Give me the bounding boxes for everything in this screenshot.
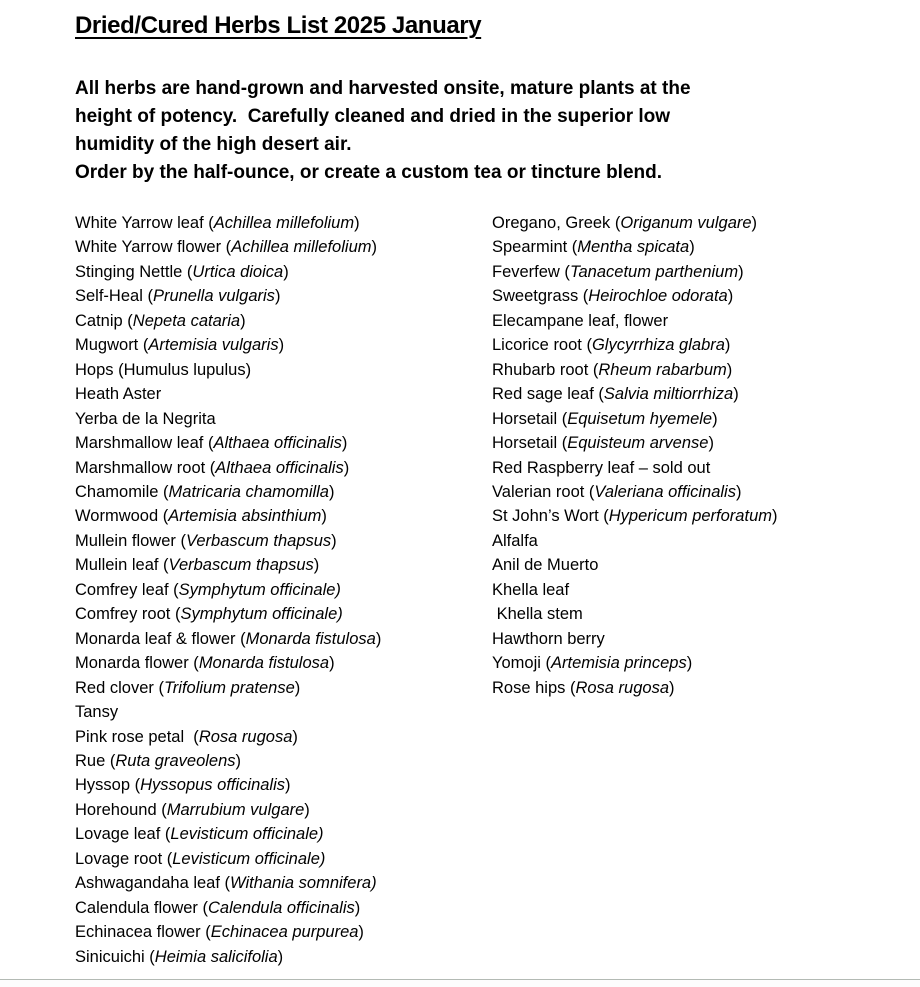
herb-latin-name: Equisteum arvense [567, 434, 709, 453]
herb-latin-name: Althaea officinalis [215, 458, 344, 477]
herb-name: Sinicuichi ( [75, 947, 155, 966]
herb-item [492, 529, 920, 553]
herb-item [75, 480, 492, 504]
herb-item [75, 578, 492, 602]
herb-name: Comfrey leaf ( [75, 580, 179, 599]
herb-latin-name: Heirochloe odorata [588, 287, 728, 306]
herb-name-suffix: ) [329, 654, 335, 673]
herb-latin-name: Heimia salicifolia [154, 947, 278, 966]
herb-name: Catnip ( [75, 311, 133, 330]
herb-latin-name: Trifolium pratense [163, 678, 295, 697]
herb-latin-name: Monarda fistulosa [245, 629, 376, 648]
herb-name: Red Raspberry leaf – sold out [492, 458, 711, 477]
herb-item [75, 896, 492, 920]
herb-name-suffix: ) [751, 214, 758, 232]
herb-list [75, 211, 920, 969]
herb-item [492, 504, 920, 528]
herb-item [492, 260, 920, 284]
herb-item [492, 407, 920, 431]
herb-name-suffix: ) [724, 336, 731, 355]
herb-latin-name: Glycyrrhiza glabra [591, 336, 725, 355]
herb-latin-name: Verbascum thapsus [168, 556, 314, 575]
herb-name-suffix: ) [727, 287, 734, 306]
herb-item [75, 847, 492, 871]
herb-name-suffix: ) [341, 434, 348, 453]
herb-name-suffix: ) [294, 678, 301, 697]
herb-name: Valerian root ( [492, 482, 595, 501]
herb-item [492, 382, 920, 406]
herb-latin-name: Artemisia vulgaris [148, 336, 279, 355]
herb-item [492, 284, 920, 308]
herb-name: Rue ( [75, 751, 116, 770]
herb-latin-name: Tanacetum parthenium [569, 262, 739, 281]
herb-name: Calendula flower ( [75, 898, 208, 917]
herb-name: Hops (Humulus lupulus) [75, 360, 252, 379]
herb-name: Mullein leaf ( [75, 556, 169, 575]
herb-name-suffix: ) [712, 409, 718, 428]
herb-latin-name: Rosa rugosa [575, 678, 670, 697]
herb-name: Marshmallow leaf ( [75, 434, 214, 453]
herb-latin-name: Marrubium vulgare [166, 800, 305, 819]
herb-item [75, 358, 492, 382]
herb-item [75, 456, 492, 480]
herb-name: Oregano, Greek ( [492, 214, 621, 232]
herb-item [75, 798, 492, 822]
herb-name: Horsetail ( [492, 409, 568, 428]
herb-name: Ashwagandaha leaf ( [75, 874, 231, 893]
intro-line: height of potency. Carefully cleaned and dried in the superior low [75, 106, 671, 127]
herb-latin-name: Levisticum officinale) [170, 825, 324, 844]
herb-item [492, 480, 920, 504]
herb-item [75, 920, 492, 944]
herb-latin-name: Urtica dioica [192, 262, 284, 281]
herb-name: Sweetgrass ( [492, 287, 589, 306]
herb-latin-name: Salvia miltiorrhiza [603, 385, 734, 404]
herb-name-suffix: ) [354, 898, 361, 917]
herb-name: Monarda flower ( [75, 654, 199, 673]
herb-item [492, 309, 920, 333]
herb-list-right-column [492, 211, 920, 700]
herb-latin-name: Verbascum thapsus [185, 531, 332, 550]
herb-name-suffix: ) [689, 238, 695, 257]
herb-name: Hyssop ( [75, 776, 141, 795]
herb-name: Red sage leaf ( [492, 385, 604, 404]
herb-item [492, 358, 920, 382]
herb-name: Monarda leaf & flower ( [75, 629, 246, 648]
herb-name: St John’s Wort ( [492, 507, 609, 526]
herb-latin-name: Levisticum officinale) [172, 849, 326, 868]
herb-item [492, 602, 920, 626]
herb-item [75, 822, 492, 846]
herb-latin-name: Artemisia princeps [551, 654, 687, 673]
herb-latin-name: Hypericum perforatum [608, 507, 772, 526]
herb-item [492, 676, 920, 700]
herb-name: Alfalfa [492, 531, 538, 550]
herb-latin-name: Mentha spicata [577, 238, 690, 257]
herb-name-suffix: ) [277, 947, 284, 966]
herb-name: Echinacea flower ( [75, 923, 211, 942]
herb-name-suffix: ) [235, 751, 242, 770]
herb-name: Horsetail ( [492, 434, 568, 453]
herb-name: Hawthorn berry [492, 629, 605, 648]
herb-name-suffix: ) [772, 507, 778, 526]
herb-name-suffix: ) [669, 678, 675, 697]
herb-name: Elecampane leaf, flower [492, 311, 669, 330]
herb-name: Heath Aster [75, 385, 162, 404]
herb-latin-name: Valeriana officinalis [594, 482, 736, 501]
herb-name: Rose hips ( [492, 678, 576, 697]
herb-name: Khella stem [492, 605, 583, 624]
herb-name-suffix: ) [686, 654, 693, 673]
herb-latin-name: Rheum rabarbum [598, 360, 727, 379]
herb-name: White Yarrow flower ( [75, 238, 232, 257]
herb-latin-name: Althaea officinalis [213, 434, 342, 453]
herb-name: Lovage root ( [75, 849, 173, 868]
herb-name-suffix: ) [371, 238, 377, 257]
herb-name-suffix: ) [304, 800, 310, 819]
herb-item [75, 773, 492, 797]
herb-item [75, 553, 492, 577]
herb-item [492, 333, 920, 357]
herb-name: Stinging Nettle ( [75, 262, 193, 281]
herb-item [492, 627, 920, 651]
herb-item [492, 578, 920, 602]
herb-latin-name: Rosa rugosa [198, 727, 293, 746]
herb-name-suffix: ) [358, 923, 364, 942]
herb-latin-name: Matricaria chamomilla [168, 482, 329, 501]
herb-item [75, 382, 492, 406]
herb-item [492, 211, 920, 235]
herb-item [75, 504, 492, 528]
herb-name: Chamomile ( [75, 482, 169, 501]
herb-item [492, 235, 920, 259]
herb-item [75, 260, 492, 284]
herb-latin-name: Symphytum officinale) [178, 580, 341, 599]
herb-item [75, 945, 492, 969]
herb-latin-name: Ruta graveolens [115, 751, 236, 770]
herb-latin-name: Achillea millefolium [213, 214, 355, 232]
herb-item [75, 725, 492, 749]
herb-list-left-column [75, 211, 492, 969]
herb-item [75, 529, 492, 553]
herb-name: Comfrey root ( [75, 605, 181, 624]
herb-latin-name: Nepeta cataria [132, 311, 241, 330]
herb-name: Self-Heal ( [75, 287, 153, 306]
herb-item [75, 749, 492, 773]
intro-paragraph [75, 75, 920, 187]
herb-item [75, 700, 492, 724]
herb-name: Mugwort ( [75, 336, 149, 355]
intro-line: All herbs are hand-grown and harvested onsite, mature plants at the [75, 78, 691, 99]
herb-latin-name: Origanum vulgare [620, 214, 752, 232]
herb-item [75, 651, 492, 675]
herb-latin-name: Equisetum hyemele [567, 409, 713, 428]
herb-name-suffix: ) [292, 727, 298, 746]
herb-latin-name: Prunella vulgaris [152, 287, 275, 306]
herb-name-suffix: ) [735, 482, 742, 501]
herb-item [75, 333, 492, 357]
herb-name-suffix: ) [285, 776, 291, 795]
herb-name: Anil de Muerto [492, 556, 599, 575]
herb-name: Feverfew ( [492, 262, 570, 281]
herb-name: Wormwood ( [75, 507, 169, 526]
herb-latin-name: Monarda fistulosa [198, 654, 330, 673]
herb-item [75, 871, 492, 895]
herb-name: Marshmallow root ( [75, 458, 216, 477]
herb-name: Yerba de la Negrita [75, 409, 216, 428]
herb-name: Spearmint ( [492, 238, 578, 257]
herb-name: Khella leaf [492, 580, 570, 599]
herb-name-suffix: ) [733, 385, 739, 404]
herb-item [75, 676, 492, 700]
herb-name-suffix: ) [283, 262, 289, 281]
herb-name: Red clover ( [75, 678, 164, 697]
herb-latin-name: Withania somnifera) [230, 874, 377, 893]
intro-line: humidity of the high desert air. [75, 134, 352, 155]
herb-latin-name: Echinacea purpurea [210, 923, 359, 942]
herb-name-suffix: ) [738, 262, 744, 281]
herb-name: Horehound ( [75, 800, 167, 819]
herb-item [75, 431, 492, 455]
herb-name-suffix: ) [343, 458, 350, 477]
herb-item [75, 211, 492, 235]
herb-name: Tansy [75, 703, 119, 722]
herb-item [75, 309, 492, 333]
herb-item [492, 651, 920, 675]
intro-line: Order by the half-ounce, or create a custom tea or tincture blend. [75, 162, 663, 183]
herb-latin-name: Achillea millefolium [231, 238, 372, 257]
herb-item [492, 553, 920, 577]
herb-item [75, 284, 492, 308]
herb-item [75, 602, 492, 626]
herb-item [75, 235, 492, 259]
herb-name-suffix: ) [321, 507, 327, 526]
herb-name-suffix: ) [331, 531, 337, 550]
herb-name: Licorice root ( [492, 336, 592, 355]
herb-name: Rhubarb root ( [492, 360, 599, 379]
herb-name-suffix: ) [726, 360, 733, 379]
herb-latin-name: Symphytum officinale) [180, 605, 343, 624]
herb-item [492, 456, 920, 480]
herb-latin-name: Calendula officinalis [207, 898, 355, 917]
herb-name-suffix: ) [274, 287, 281, 306]
herb-name-suffix: ) [354, 214, 360, 232]
herb-item [75, 407, 492, 431]
herb-name-suffix: ) [708, 434, 714, 453]
herb-name: Yomoji ( [492, 654, 551, 673]
herb-name: Pink rose petal ( [75, 727, 199, 746]
page-title: Dried/Cured Herbs List 2025 January [75, 12, 482, 39]
herb-name: White Yarrow leaf ( [75, 214, 214, 232]
herb-item [492, 431, 920, 455]
herb-latin-name: Artemisia absinthium [168, 507, 322, 526]
herb-name-suffix: ) [375, 629, 382, 648]
herb-name-suffix: ) [240, 311, 246, 330]
herb-latin-name: Hyssopus officinalis [140, 776, 285, 795]
herb-name: Mullein flower ( [75, 531, 186, 550]
page-break-line [0, 979, 920, 987]
herb-name-suffix: ) [329, 482, 335, 501]
herb-name-suffix: ) [278, 336, 285, 355]
herb-name: Lovage leaf ( [75, 825, 171, 844]
herb-item [75, 627, 492, 651]
herb-name-suffix: ) [313, 556, 320, 575]
